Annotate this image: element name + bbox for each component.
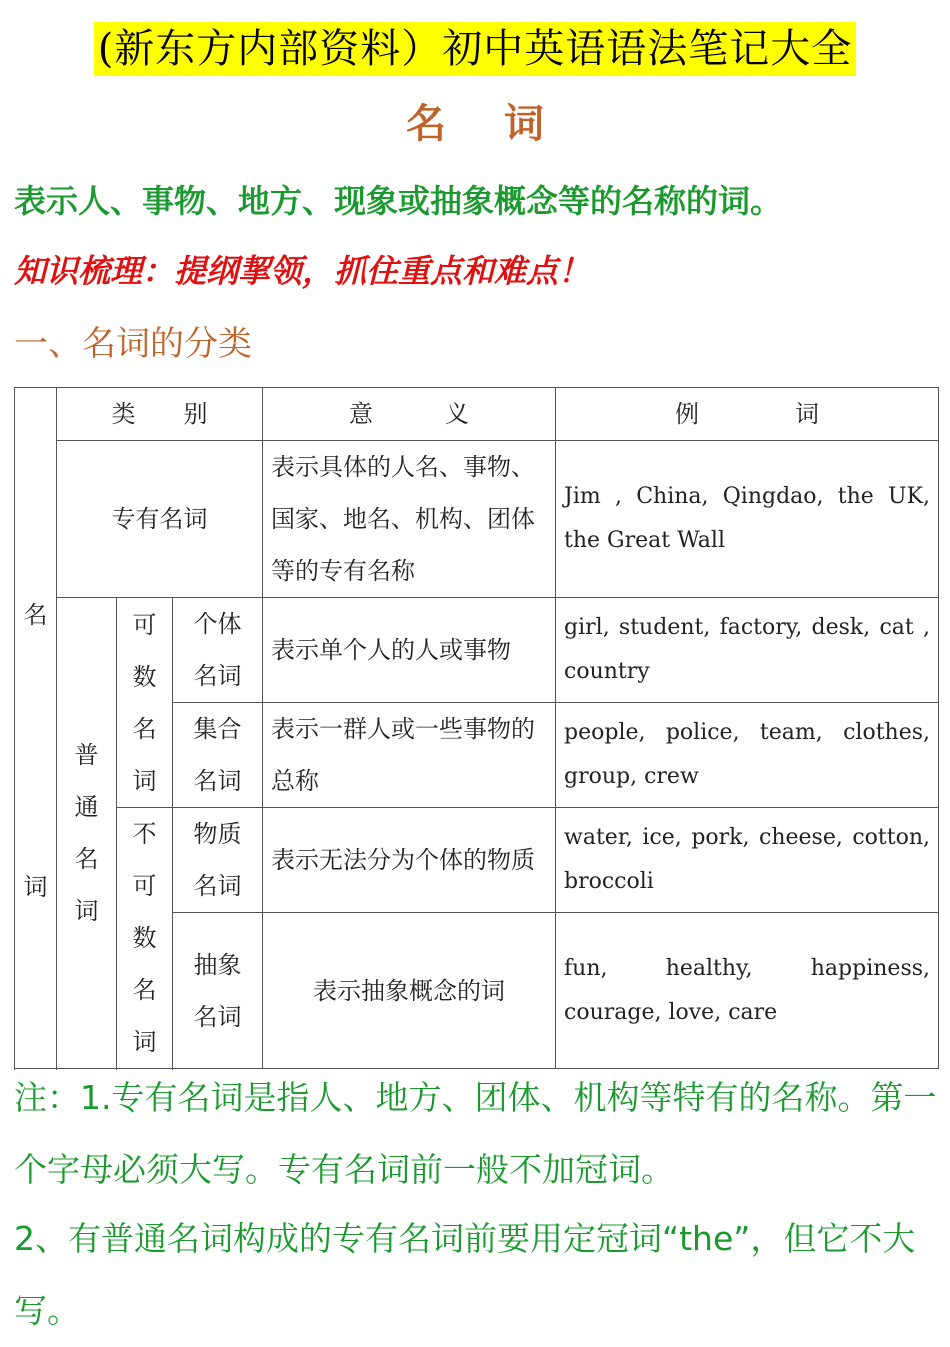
sub-label-line: 名词 [193, 767, 242, 795]
countable-label-char: 名 [132, 714, 157, 743]
page-title: (新东方内部资料）初中英语语法笔记大全 [94, 22, 857, 76]
sub-label-individual [173, 598, 263, 703]
uncountable-label-char: 可 [132, 872, 157, 900]
sub-label-material [173, 808, 263, 913]
side-label-bottom: 词 [23, 873, 48, 901]
header-category: 类 别 [57, 388, 263, 441]
meaning-abstract: 表示抽象概念的词 [263, 913, 556, 1069]
sub-label-collective [173, 703, 263, 808]
sub-label-line: 集合 [193, 715, 242, 743]
header-meaning: 意 义 [263, 388, 556, 441]
uncountable-label-char: 名 [132, 976, 157, 1004]
meaning-material: 表示无法分为个体的物质 [263, 808, 556, 913]
common-label-char: 名 [74, 845, 99, 873]
sub-label-line: 个体 [193, 610, 242, 638]
meaning-collective: 表示一群人或一些事物的总称 [263, 703, 556, 808]
side-label-top: 名 [23, 601, 48, 629]
common-noun-label [57, 598, 117, 1069]
uncountable-label-char: 词 [132, 1028, 157, 1056]
study-tip: 知识梳理：提纲挈领，抓住重点和难点！ [14, 252, 591, 290]
header-examples: 例 词 [556, 388, 939, 441]
page-subtitle: 名 词 [406, 101, 566, 147]
section-heading: 一、名词的分类 [14, 324, 252, 364]
countable-label-char: 数 [132, 662, 157, 691]
meaning-individual: 表示单个人的人或事物 [263, 598, 556, 703]
countable-label [117, 598, 173, 808]
countable-label-char: 词 [132, 766, 157, 795]
proper-noun-label: 专有名词 [57, 441, 263, 598]
uncountable-label-char: 不 [132, 820, 157, 848]
title-wrap [0, 22, 950, 76]
examples-abstract: fun, healthy, happiness, courage, love, care [556, 913, 939, 1069]
sub-label-abstract [173, 913, 263, 1069]
sub-label-line: 名词 [193, 872, 242, 900]
noun-classification-table [14, 387, 939, 1069]
sub-label-line: 抽象 [193, 950, 242, 979]
proper-noun-meaning: 表示具体的人名、事物、国家、地名、机构、团体等的专有名称 [263, 441, 556, 598]
side-label-cell [15, 388, 57, 1069]
common-label-char: 通 [74, 793, 99, 821]
examples-collective: people, police, team, clothes, group, crew [556, 703, 939, 808]
sub-label-line: 名词 [193, 662, 242, 690]
examples-material: water, ice, pork, cheese, cotton, broccoli [556, 808, 939, 913]
common-label-char: 普 [74, 741, 99, 769]
uncountable-label-char: 数 [132, 924, 157, 952]
definition: 表示人、事物、地方、现象或抽象概念等的名称的词。 [14, 182, 783, 220]
sub-label-line: 名词 [193, 1002, 242, 1031]
uncountable-label [117, 808, 173, 1069]
note-1: 注：1.专有名词是指人、地方、团体、机构等特有的名称。第一个字母必须大写。专有名词前一般不加冠词。 [14, 1078, 937, 1189]
examples-individual: girl, student, factory, desk, cat , country [556, 598, 939, 703]
proper-noun-examples: Jim , China, Qingdao, the UK, the Great Wall [556, 441, 939, 598]
countable-label-char: 可 [132, 610, 157, 639]
common-label-char: 词 [74, 897, 99, 925]
sub-label-line: 物质 [193, 820, 242, 848]
note-2: 2、有普通名词构成的专有名词前要用定冠词“the”，但它不大写。 [14, 1219, 916, 1330]
